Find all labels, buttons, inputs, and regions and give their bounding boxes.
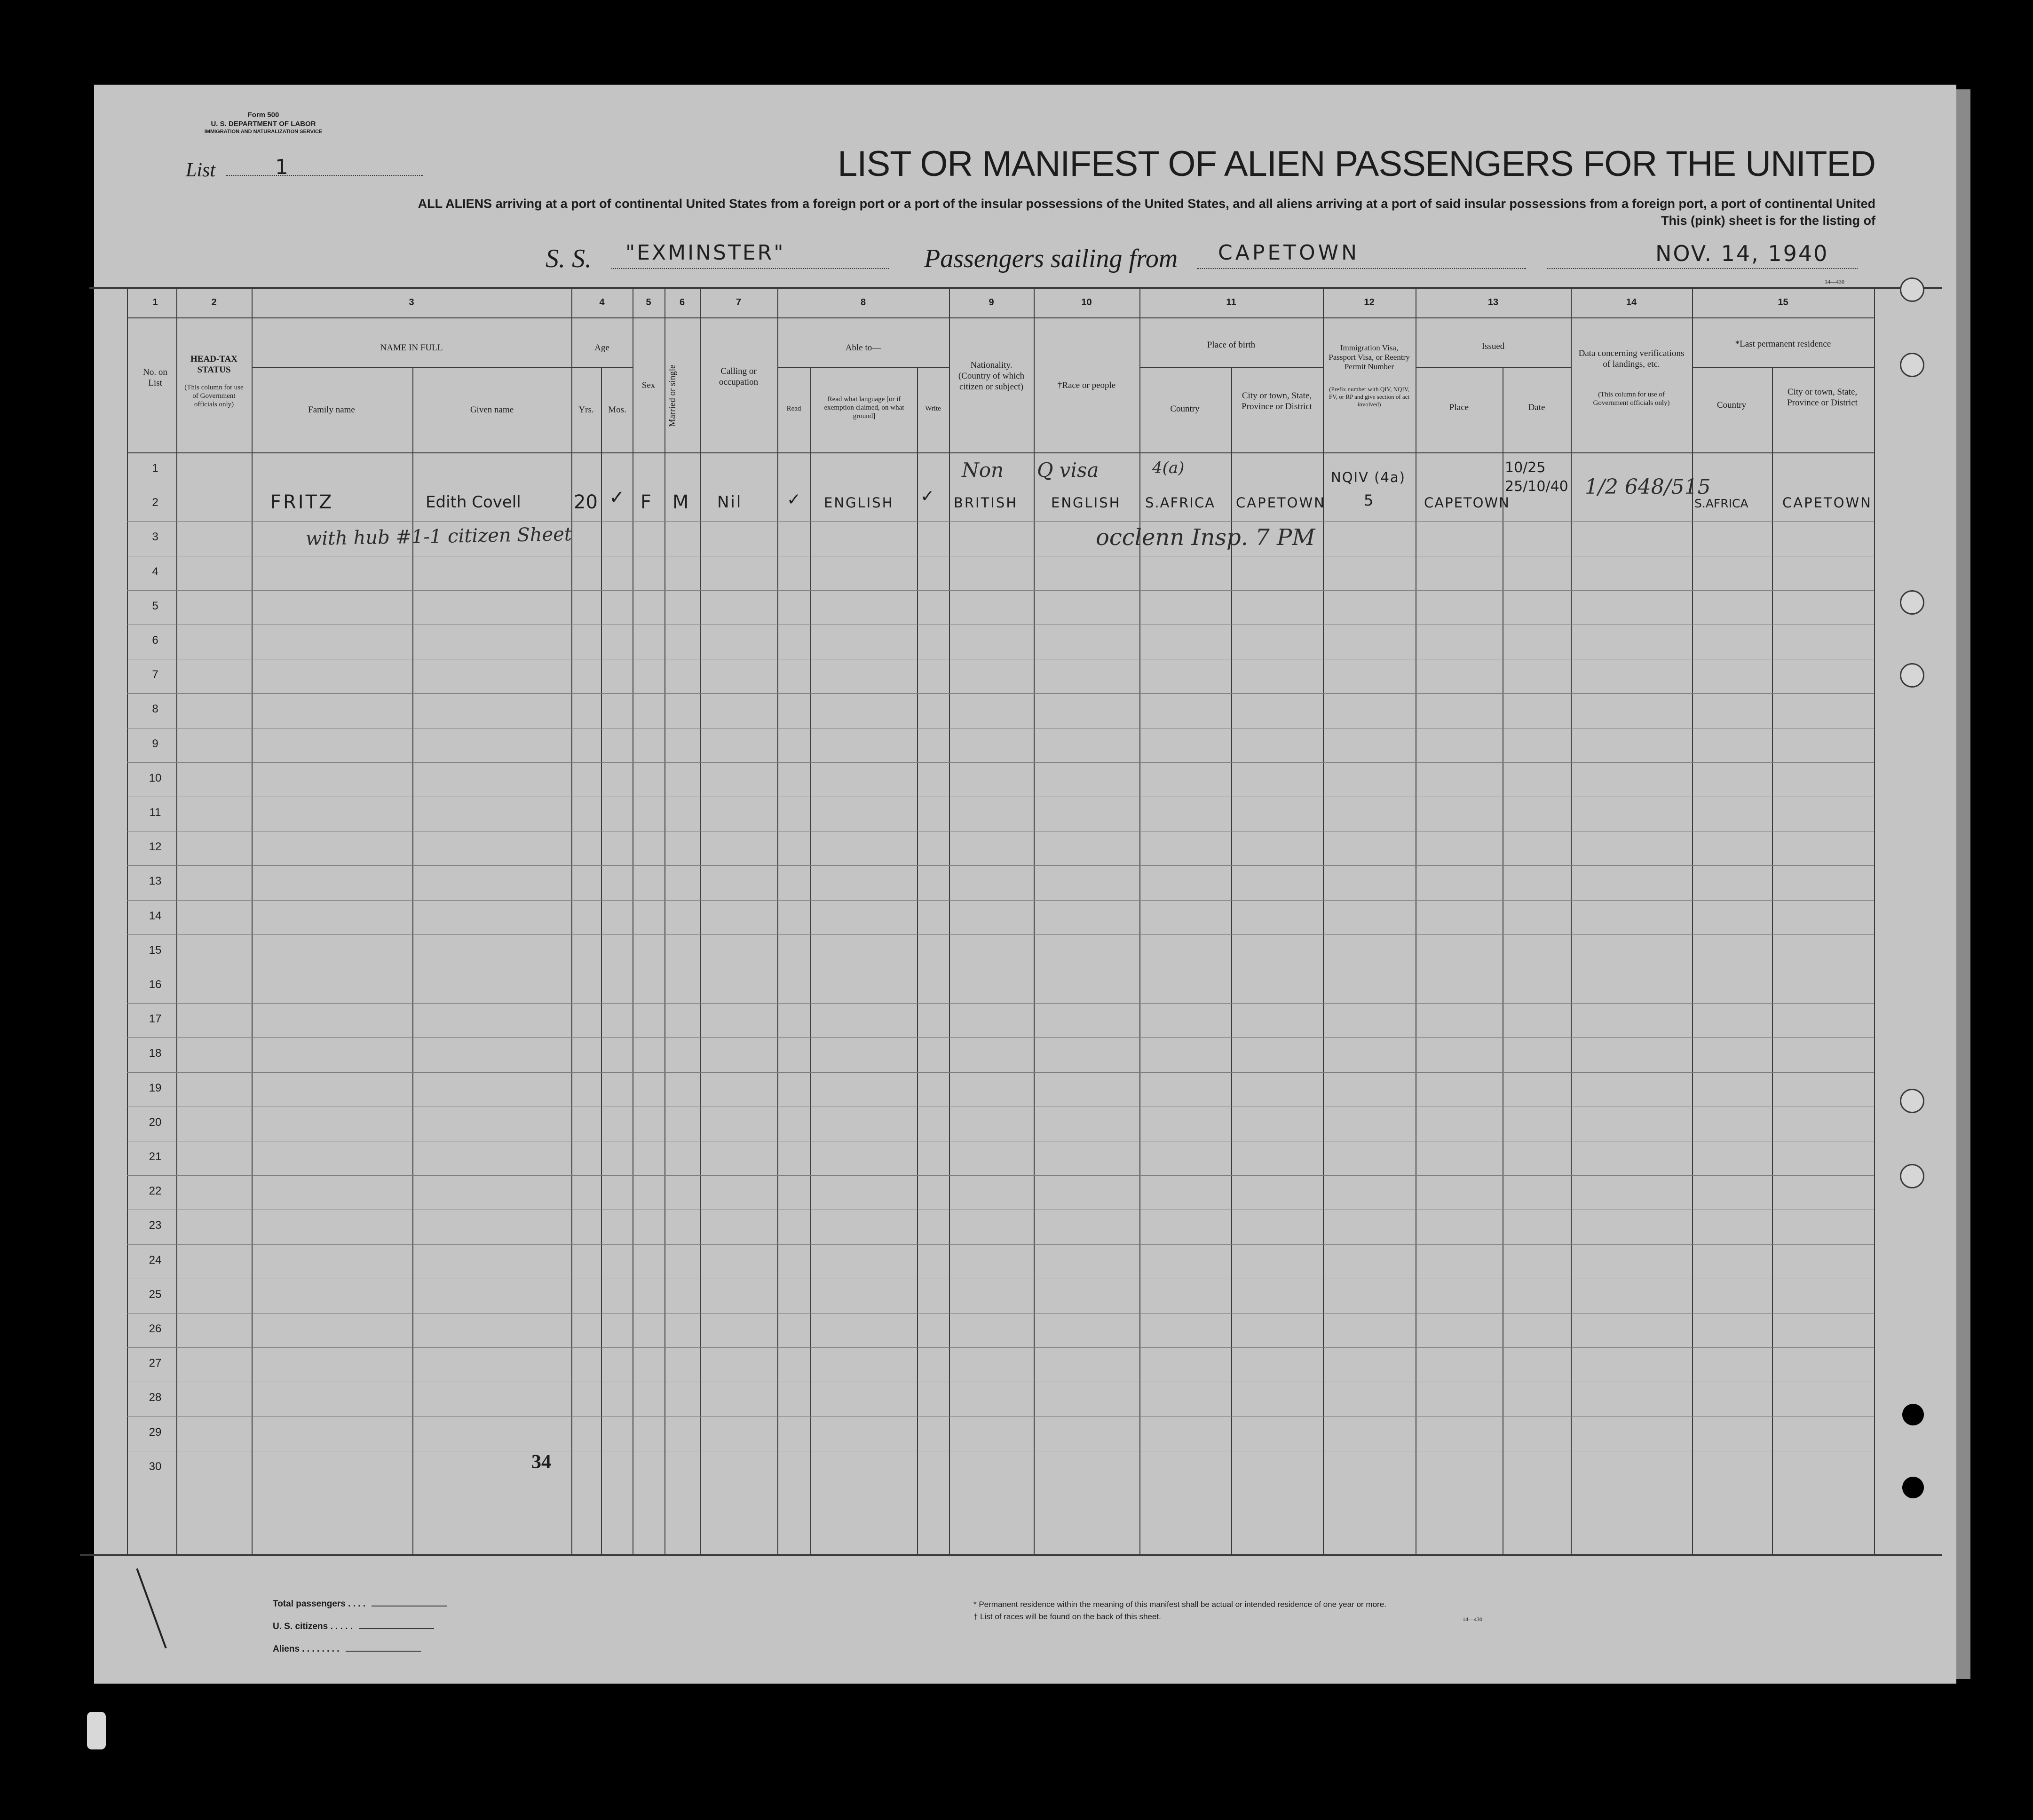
row-number: 12 xyxy=(149,840,162,853)
entry-verification: 1/2 648/515 xyxy=(1585,475,1711,499)
header-issued-date: Date xyxy=(1528,403,1545,412)
row-rule xyxy=(127,1003,1874,1004)
footer-citizens-label: U. S. citizens xyxy=(273,1622,328,1631)
entry-birth-note: 4(a) xyxy=(1152,459,1185,477)
group-header-rule xyxy=(571,367,633,368)
row-rule xyxy=(127,1175,1874,1176)
entry-write: ✓ xyxy=(920,487,935,506)
row-rule xyxy=(127,1072,1874,1073)
column-rule xyxy=(664,287,665,1554)
header-write: Write xyxy=(925,405,941,412)
group-header-rule xyxy=(777,367,949,368)
colnum-15: 15 xyxy=(1778,297,1788,308)
header-read-language: Read what language [or if exemption claimed, on what ground] xyxy=(824,396,904,420)
header-head-tax: HEAD-TAX STATUS xyxy=(190,354,237,375)
punch-hole xyxy=(1900,1164,1924,1188)
row-number: 18 xyxy=(149,1047,162,1060)
header-able-to: Able to— xyxy=(845,343,881,353)
header-issued: Issued xyxy=(1481,341,1505,351)
column-rule xyxy=(571,287,572,1554)
entry-sex: F xyxy=(641,491,652,513)
entry-marital: M xyxy=(672,491,689,513)
header-residence-country: Country xyxy=(1717,400,1747,410)
colnum-13: 13 xyxy=(1487,297,1499,308)
row-number: 22 xyxy=(149,1185,162,1197)
row-number: 30 xyxy=(149,1460,162,1473)
entry-race-note: Q visa xyxy=(1037,459,1099,482)
colnum-6: 6 xyxy=(679,297,685,308)
entry-race: ENGLISH xyxy=(1051,495,1121,511)
page-edge xyxy=(1956,89,1970,1679)
colnum-9: 9 xyxy=(989,297,994,308)
row-rule xyxy=(127,762,1874,763)
entry-family-name: FRITZ xyxy=(270,491,334,513)
header-read: Read xyxy=(786,405,801,412)
colnum-7: 7 xyxy=(736,297,742,308)
row-rule xyxy=(127,693,1874,694)
group-header-rule xyxy=(252,367,571,368)
entry-age-mos: ✓ xyxy=(609,487,625,508)
subtitle-line-1: ALL ALIENS arriving at a port of continental United States from a foreign port or a port of the insular possessions of the United States, and all aliens arriving at a port of said insular possessions from a foreign port, a port of continental United xyxy=(418,197,1875,211)
row-number: 26 xyxy=(149,1322,162,1335)
department-name: U. S. DEPARTMENT OF LABOR xyxy=(211,119,316,128)
ship-name: "EXMINSTER" xyxy=(625,241,785,265)
row-rule xyxy=(127,1313,1874,1314)
row-number: 2 xyxy=(152,496,158,509)
header-age-mos: Mos. xyxy=(608,405,626,415)
header-race: †Race or people xyxy=(1057,380,1116,390)
row-rule xyxy=(127,521,1874,522)
table-bottom-rule xyxy=(80,1554,1942,1556)
group-header-rule xyxy=(1416,367,1571,368)
row-number: 7 xyxy=(152,668,158,681)
header-place-of-birth: Place of birth xyxy=(1207,340,1256,350)
row-number: 25 xyxy=(149,1288,162,1301)
manifest-sheet xyxy=(94,85,1956,1684)
subtitle-line-2: This (pink) sheet is for the listing of xyxy=(1661,214,1875,228)
row-rule xyxy=(127,1416,1874,1417)
entry-language: ENGLISH xyxy=(824,495,894,511)
row-number: 10 xyxy=(149,772,162,784)
row-number: 1 xyxy=(152,462,158,475)
row-number: 5 xyxy=(152,600,158,612)
list-line xyxy=(226,175,423,176)
footer-code: 14—430 xyxy=(1463,1616,1482,1622)
sailing-from: CAPETOWN xyxy=(1218,241,1360,265)
row-number: 11 xyxy=(149,806,161,819)
entry-visa-number: NQIV (4a) xyxy=(1331,469,1406,485)
header-birth-country: Country xyxy=(1170,404,1200,414)
header-family-name: Family name xyxy=(308,405,355,415)
header-calling: Calling or occupation xyxy=(719,366,759,387)
header-age-yrs: Yrs. xyxy=(578,405,594,415)
list-label: List xyxy=(186,159,216,181)
colnum-4: 4 xyxy=(599,297,605,308)
punch-hole xyxy=(1900,663,1924,688)
column-rule xyxy=(1772,367,1773,1554)
sailing-from-line xyxy=(1197,268,1526,269)
row-number: 6 xyxy=(152,634,158,647)
corner-code: 14—430 xyxy=(1825,278,1844,285)
header-visa: Immigration Visa, Passport Visa, or Reentry Permit Number xyxy=(1329,343,1410,371)
column-rule xyxy=(810,367,811,1554)
footer-note-2: † List of races will be found on the back of this sheet. xyxy=(973,1612,1161,1621)
row-rule xyxy=(127,1244,1874,1245)
punch-hole xyxy=(1902,1477,1924,1498)
row-number: 15 xyxy=(149,944,162,957)
header-issued-place: Place xyxy=(1449,403,1469,412)
entry-issued-place: CAPETOWN xyxy=(1424,495,1510,511)
column-rule xyxy=(1034,287,1035,1554)
header-last-residence: *Last permanent residence xyxy=(1735,339,1831,349)
footer-total-label: Total passengers xyxy=(273,1599,346,1609)
entry-age-yrs: 20 xyxy=(574,491,598,513)
entry-given-name: Edith Covell xyxy=(426,493,521,512)
list-value: 1 xyxy=(275,155,288,179)
entry-nationality: BRITISH xyxy=(954,495,1018,511)
row-number: 17 xyxy=(149,1013,162,1025)
entry-birth-city: CAPETOWN xyxy=(1236,495,1326,511)
entry-issued-date: 10/25 25/10/40 xyxy=(1505,459,1568,495)
sailing-date: NOV. 14, 1940 xyxy=(1655,241,1829,266)
header-head-tax-note: (This column for use of Government officials only) xyxy=(184,384,244,408)
table-top-rule xyxy=(89,287,1942,289)
footer-aliens-label: Aliens xyxy=(273,1644,300,1654)
row-rule xyxy=(127,1037,1874,1038)
column-rule xyxy=(1874,287,1875,1554)
row-number: 27 xyxy=(149,1357,162,1369)
entry-residence-country: S.AFRICA xyxy=(1694,497,1748,510)
column-rule xyxy=(176,287,177,1554)
row2-inspection-note: occlenn Insp. 7 PM xyxy=(1096,524,1315,551)
row-rule xyxy=(127,1347,1874,1348)
row-number: 8 xyxy=(152,703,158,715)
column-rule xyxy=(1571,287,1572,1554)
column-rule xyxy=(1323,287,1324,1554)
footer-aliens: Aliens . . . . . . . . xyxy=(273,1644,421,1654)
row-rule xyxy=(127,934,1874,935)
service-name: IMMIGRATION AND NATURALIZATION SERVICE xyxy=(204,128,323,135)
manifest-subtitle xyxy=(418,195,1875,229)
footer-total: Total passengers . . . . xyxy=(273,1599,447,1609)
column-rule xyxy=(601,367,602,1554)
header-nationality: Nationality. (Country of which citizen or subject) xyxy=(958,360,1025,392)
sailing-label: Passengers sailing from xyxy=(924,244,1178,273)
header-sex: Sex xyxy=(641,380,656,390)
entry-residence-city: CAPETOWN xyxy=(1782,495,1872,511)
colnum-rule xyxy=(127,317,1874,318)
entry-birth-country: S.AFRICA xyxy=(1145,495,1215,511)
punch-hole xyxy=(1902,1404,1924,1425)
stamp-number: 34 xyxy=(531,1451,551,1473)
group-header-rule xyxy=(1139,367,1323,368)
row-number: 28 xyxy=(149,1391,162,1404)
row-number: 13 xyxy=(149,875,162,887)
colnum-12: 12 xyxy=(1364,297,1375,308)
row-number: 21 xyxy=(149,1150,162,1163)
column-rule xyxy=(777,287,778,1554)
header-data-verification-note: (This column for use of Government officials only) xyxy=(1593,391,1670,407)
row-number: 20 xyxy=(149,1116,162,1129)
row-rule xyxy=(127,900,1874,901)
column-rule xyxy=(127,287,128,1554)
entry-visa-sub: 5 xyxy=(1364,491,1374,509)
entry-occupation: Nil xyxy=(717,493,743,512)
header-name-in-full: NAME IN FULL xyxy=(380,343,443,353)
row-number: 24 xyxy=(149,1254,162,1266)
row-number: 29 xyxy=(149,1426,162,1439)
row-number: 14 xyxy=(149,910,162,922)
form-number: Form 500 xyxy=(247,111,279,119)
footer-citizens: U. S. citizens . . . . . xyxy=(273,1622,434,1632)
header-data-verification: Data concerning verifications of landings, etc. xyxy=(1578,348,1685,369)
scan-artifact xyxy=(87,1712,106,1749)
row-rule xyxy=(127,590,1874,591)
column-rule xyxy=(949,287,950,1554)
punch-hole xyxy=(1900,1089,1924,1113)
colnum-3: 3 xyxy=(409,297,414,308)
colnum-2: 2 xyxy=(211,297,217,308)
date-line xyxy=(1547,268,1858,269)
punch-hole xyxy=(1900,590,1924,615)
row-number: 19 xyxy=(149,1082,162,1094)
header-age: Age xyxy=(594,343,609,353)
footer-note-1: * Permanent residence within the meaning of this manifest shall be actual or intended residence of one year or more. xyxy=(973,1600,1386,1609)
colnum-8: 8 xyxy=(860,297,866,308)
header-visa-note: (Prefix number with QIV, NQIV, FV, or RP and give section of act involved) xyxy=(1329,386,1410,408)
ship-label: S. S. xyxy=(546,244,592,273)
group-header-rule xyxy=(1692,367,1874,368)
header-no-on-list: No. on List xyxy=(143,367,167,388)
form-department-header xyxy=(174,111,353,135)
header-married: Married or single xyxy=(667,364,678,427)
colnum-1: 1 xyxy=(152,297,158,308)
row-number: 9 xyxy=(152,737,158,750)
entry-nationality-note: Non xyxy=(962,459,1004,482)
row2-note: with hub #1-1 citizen Sheet xyxy=(305,523,572,550)
punch-hole xyxy=(1900,277,1924,302)
colnum-14: 14 xyxy=(1626,297,1637,308)
punch-hole xyxy=(1900,353,1924,377)
row-number: 16 xyxy=(149,978,162,991)
header-residence-city: City or town, State, Province or District xyxy=(1787,387,1858,408)
row-number: 23 xyxy=(149,1219,162,1232)
ship-name-line xyxy=(611,268,889,269)
header-birth-city: City or town, State, Province or District xyxy=(1242,391,1312,411)
row-rule xyxy=(127,865,1874,866)
header-given-name: Given name xyxy=(470,405,514,415)
colnum-5: 5 xyxy=(646,297,651,308)
column-rule xyxy=(917,367,918,1554)
header-bottom-rule xyxy=(127,452,1874,453)
manifest-title: LIST OR MANIFEST OF ALIEN PASSENGERS FOR THE UNITED xyxy=(838,144,1875,184)
row-number: 3 xyxy=(152,530,158,543)
colnum-11: 11 xyxy=(1226,297,1236,308)
column-rule xyxy=(252,287,253,1554)
entry-read: ✓ xyxy=(787,490,801,509)
row-number: 4 xyxy=(152,565,158,578)
column-rule xyxy=(700,287,701,1554)
column-rule xyxy=(1139,287,1140,1554)
colnum-10: 10 xyxy=(1081,297,1092,308)
